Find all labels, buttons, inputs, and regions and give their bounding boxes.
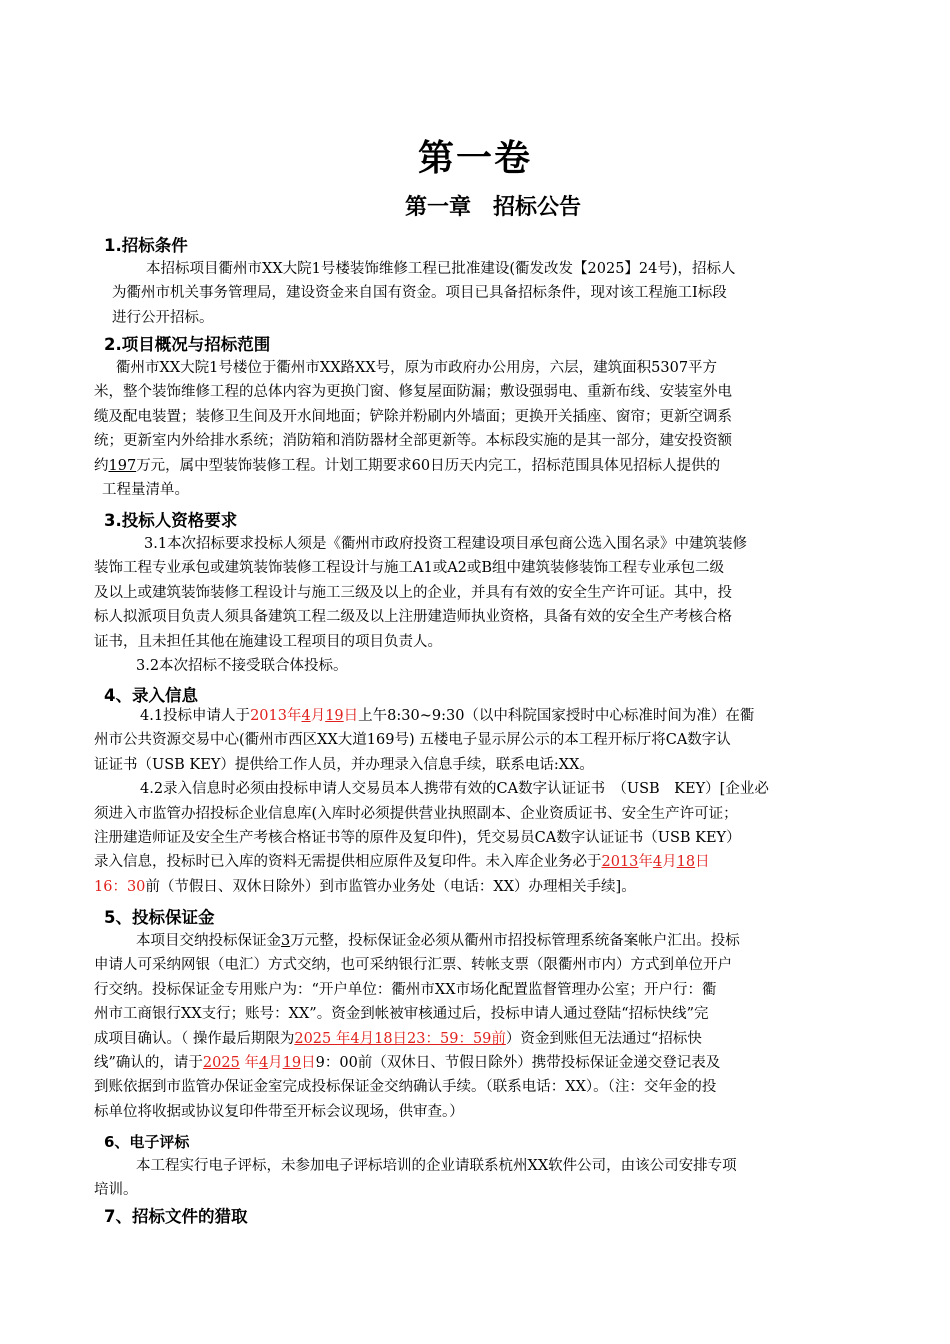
section-2-body	[94, 356, 839, 502]
paragraph-line: 标人拟派项目负责人须具备建筑工程二级及以上注册建造师执业资格，具备有效的安全生产考核合格	[94, 609, 732, 626]
paragraph-line: 申请人可采纳网银（电汇）方式交纳，也可采纳银行汇票、转帐支票（限衢州市内）方式到单位开户	[94, 957, 732, 974]
paragraph-line: 进行公开招标。	[112, 309, 214, 326]
paragraph-line: 州市公共资源交易中心(衢州市西区XX大道169号) 五楼电子显示屏公示的本工程开标厅将CA数字认	[94, 732, 731, 749]
text: 本项目交纳投标保证金	[136, 933, 281, 949]
text: 万元，属中型装饰装修工程。计划工期要求60日历天内完工，招标范围具体见招标人提供的	[136, 457, 721, 474]
date-unit: 日	[301, 1055, 316, 1072]
paragraph-line: 标单位将收据或协议复印件带至开标会议现场，供审查。）	[94, 1103, 464, 1120]
date-unit: 年	[286, 708, 302, 724]
section-heading-6: 6、电子评标	[104, 1133, 190, 1151]
paragraph-line: 到账依据到市监管办保证金室完成投标保证金交纳确认手续。（联系电话：XX）。（注：交年金的投	[94, 1079, 717, 1096]
paragraph-line: 本招标项目衢州市XX大院1号楼装饰维修工程已批准建设(衢发改发【2025】24号)，招标人	[146, 261, 736, 277]
text: 4.1投标申请人于	[140, 708, 251, 724]
paragraph-line: 工程量清单。	[102, 482, 189, 499]
paragraph-line: 缆及配电装置；装修卫生间及开水间地面；铲除并粉刷内外墙面；更换开关插座、窗帘；更新空调系	[94, 408, 732, 425]
text: 前（节假日、双休日除外）到市监管办业务处（电话：XX）办理相关手续]。	[145, 878, 636, 895]
date-month: 4	[258, 1055, 269, 1072]
text: 9：00前（双休日、节假日除外）携带投标保证金递交登记表及	[315, 1055, 721, 1072]
text: 约	[94, 457, 109, 474]
date-unit: 日	[695, 854, 710, 871]
paragraph-line: 装饰工程专业承包或建筑装饰装修工程设计与施工A1或A2或B组中建筑装修装饰工程专业承包二级	[94, 560, 725, 577]
paragraph-line	[94, 850, 839, 874]
text: 线”确认的，请于	[94, 1055, 203, 1072]
volume-title: 第一卷	[417, 138, 532, 179]
paragraph-line: 为衢州市机关事务管理局，建设资金来自国有资金。项目已具备招标条件，现对该工程施工Ⅰ标段	[112, 285, 727, 302]
date-unit: 月	[662, 854, 677, 871]
section-heading-1: 1.招标条件	[104, 236, 188, 255]
date-unit: 日	[343, 708, 359, 724]
paragraph-line	[94, 875, 839, 899]
date-day: 19	[282, 1055, 302, 1072]
section-heading-4: 4、录入信息	[104, 686, 198, 705]
section-6-body	[94, 1154, 839, 1203]
date-day: 19	[325, 708, 344, 724]
deadline-datetime: 2025 年4月18日23：59：59前	[294, 1030, 506, 1047]
paragraph-line: 注册建造师证及安全生产考核合格证书等的原件及复印件)，凭交易员CA数字认证证书（USB KEY）	[94, 830, 741, 847]
date-month: 4	[652, 854, 663, 871]
date-year: 2013	[250, 708, 287, 724]
date-unit: 年	[638, 854, 653, 871]
paragraph-line	[94, 1051, 839, 1075]
paragraph-line	[94, 704, 839, 728]
deposit-amount: 3	[281, 933, 291, 949]
text: 成项目确认。（ 操作最后期限为	[94, 1030, 295, 1047]
section-heading-7: 7、招标文件的猎取	[104, 1207, 248, 1226]
paragraph-line: 3.1本次招标要求投标人须是《衢州市政府投资工程建设项目承包商公选入围名录》中建筑装修	[144, 536, 748, 552]
date-month: 4	[301, 708, 311, 724]
section-heading-5: 5、投标保证金	[104, 908, 215, 927]
section-heading-2: 2.项目概况与招标范围	[104, 335, 271, 354]
paragraph-line: 行交纳。投标保证金专用账户为：“开户单位：衢州市XX市场化配置监督管理办公室；开户行：衢	[94, 981, 717, 998]
section-5-body	[94, 929, 839, 1124]
paragraph-line: 4.2录入信息时必须由投标申请人交易员本人携带有效的CA数字认证证书 （USB KEY）[企业必	[140, 781, 769, 798]
date-unit: 月	[310, 708, 326, 724]
chapter-title: 第一章 招标公告	[404, 195, 581, 220]
deadline-time: 16：30	[94, 878, 146, 895]
date-day: 18	[676, 854, 696, 871]
paragraph-line: 证证书（USB KEY）提供给工作人员，并办理录入信息手续，联系电话:XX。	[94, 756, 594, 773]
paragraph-line: 本工程实行电子评标，未参加电子评标培训的企业请联系杭州XX软件公司，由该公司安排专项	[136, 1158, 737, 1174]
date-unit: 年	[244, 1055, 259, 1072]
section-3-body	[94, 532, 839, 678]
paragraph-line	[94, 1027, 839, 1051]
paragraph-line: 米，整个装饰维修工程的总体内容为更换门窗、修复屋面防漏；敷设强弱电、重新布线、安装室外电	[94, 384, 732, 401]
paragraph-line: 3.2本次招标不接受联合体投标。	[136, 658, 348, 675]
text: 录入信息，投标时已入库的资料无需提供相应原件及复印件。未入库企业务必于	[94, 854, 602, 871]
paragraph-line: 州市工商银行XX支行；账号：XX”。资金到帐被审核通过后，投标申请人通过登陆“招标快线”完	[94, 1006, 709, 1023]
paragraph-line	[94, 454, 839, 478]
paragraph-line	[94, 929, 839, 953]
date-unit: 月	[268, 1055, 283, 1072]
paragraph-line: 统；更新室内外给排水系统；消防箱和消防器材全部更新等。本标段实施的是其一部分，建安投资额	[94, 433, 732, 450]
text: ）资金到账但无法通过“招标快	[505, 1030, 702, 1047]
investment-amount: 197	[108, 457, 137, 474]
text: 上午8:30~9:30（以中科院国家授时中心标准时间为准）在衢	[358, 708, 755, 724]
date-year: 2025	[202, 1055, 240, 1072]
paragraph-line: 证书，且未担任其他在施建设工程项目的项目负责人。	[94, 633, 442, 650]
section-1-body	[104, 257, 849, 330]
paragraph-line: 及以上或建筑装饰装修工程设计与施工三级及以上的企业，并具有有效的安全生产许可证。其中，投	[94, 584, 732, 601]
paragraph-line: 须进入市监管办招投标企业信息库(入库时必须提供营业执照副本、企业资质证书、安全生产许可证；	[94, 805, 738, 822]
paragraph-line: 培训。	[94, 1182, 138, 1199]
section-heading-3: 3.投标人资格要求	[104, 511, 238, 530]
date-year: 2013	[601, 854, 639, 871]
text: 万元整，投标保证金必须从衢州市招投标管理系统备案帐户汇出。投标	[290, 933, 740, 949]
section-4-body	[94, 704, 839, 899]
paragraph-line: 衢州市XX大院1号楼位于衢州市XX路XX号，原为市政府办公用房，六层，建筑面积5307平方	[116, 360, 718, 376]
